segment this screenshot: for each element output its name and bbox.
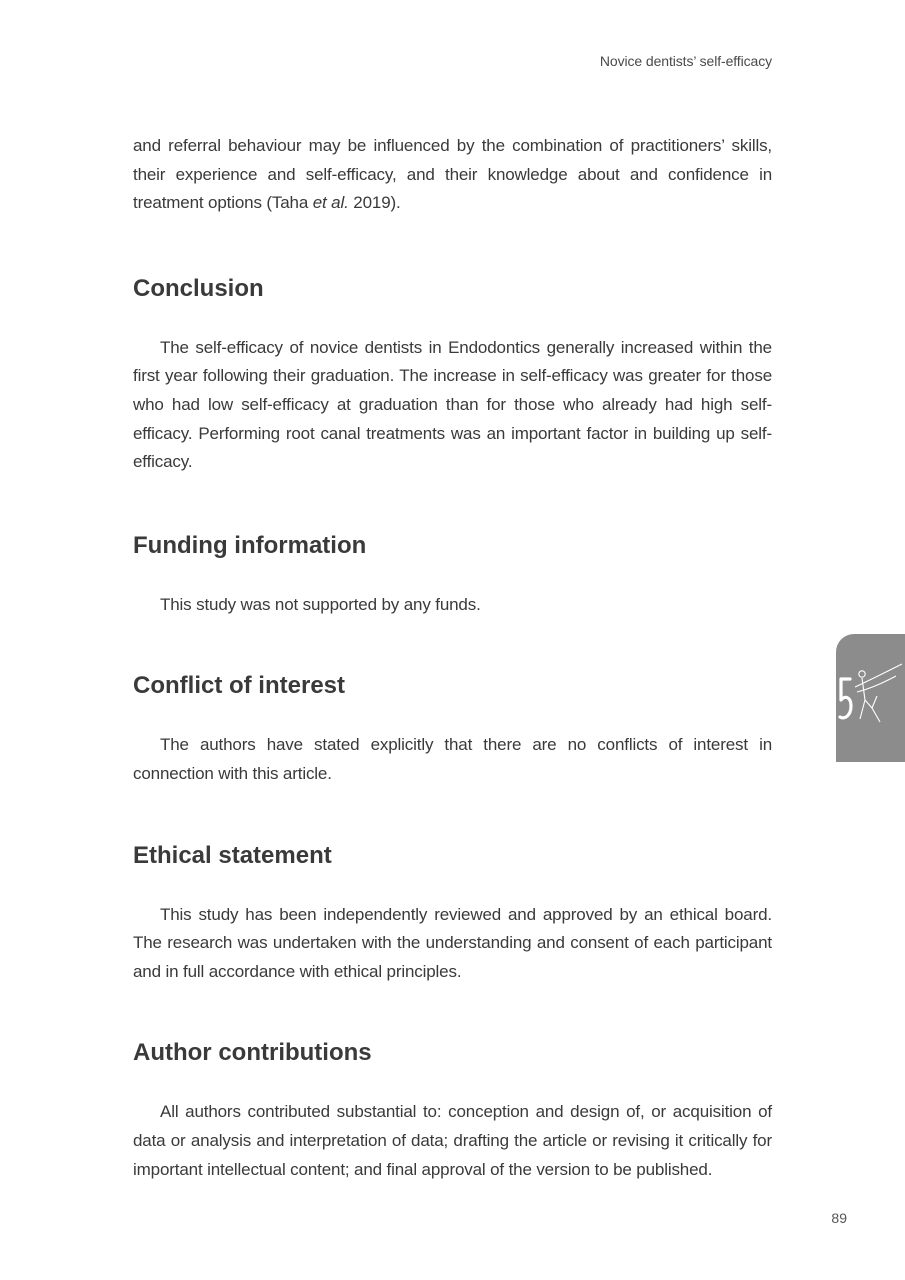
ethical-heading: Ethical statement	[133, 841, 332, 869]
chapter-tab	[836, 634, 905, 762]
conflict-heading: Conflict of interest	[133, 672, 346, 700]
page-content	[133, 132, 772, 1184]
funding-heading: Funding information	[133, 531, 367, 559]
ethical-paragraph: This study has been independently reviewed and approved by an ethical board. The research was undertaken with the understanding and consent of each participant and in full accordance with ethical principles.	[133, 904, 772, 981]
page-number: 89	[831, 1210, 847, 1226]
author-contributions-heading: Author contributions	[133, 1039, 372, 1067]
conclusion-heading: Conclusion	[133, 274, 264, 302]
author-contributions-paragraph: All authors contributed substantial to: conception and design of, or acquisition of data or analysis and interpretation of data; drafting the article or revising it critically for important intellectual content; and final approval of the version to be published.	[133, 1102, 772, 1179]
chapter-5-badge-icon	[836, 634, 905, 762]
intro-paragraph: and referral behaviour may be influenced by the combination of practitioners’ skills, their experience and self-efficacy, and their knowledge about and confidence in treatment options (Taha et al. 2019).	[133, 136, 772, 213]
conclusion-paragraph: The self-efficacy of novice dentists in Endodontics generally increased within the first year following their graduation. The increase in self-efficacy was greater for those who had low self-efficacy at graduation than for those who already had high self-efficacy. Performing root canal treatments was an important factor in building up self-efficacy.	[133, 337, 772, 472]
funding-paragraph: This study was not supported by any funds.	[160, 594, 481, 614]
running-header: Novice dentists’ self-efficacy	[599, 53, 772, 69]
conflict-paragraph: The authors have stated explicitly that there are no conflicts of interest in connection with this article.	[133, 735, 772, 783]
